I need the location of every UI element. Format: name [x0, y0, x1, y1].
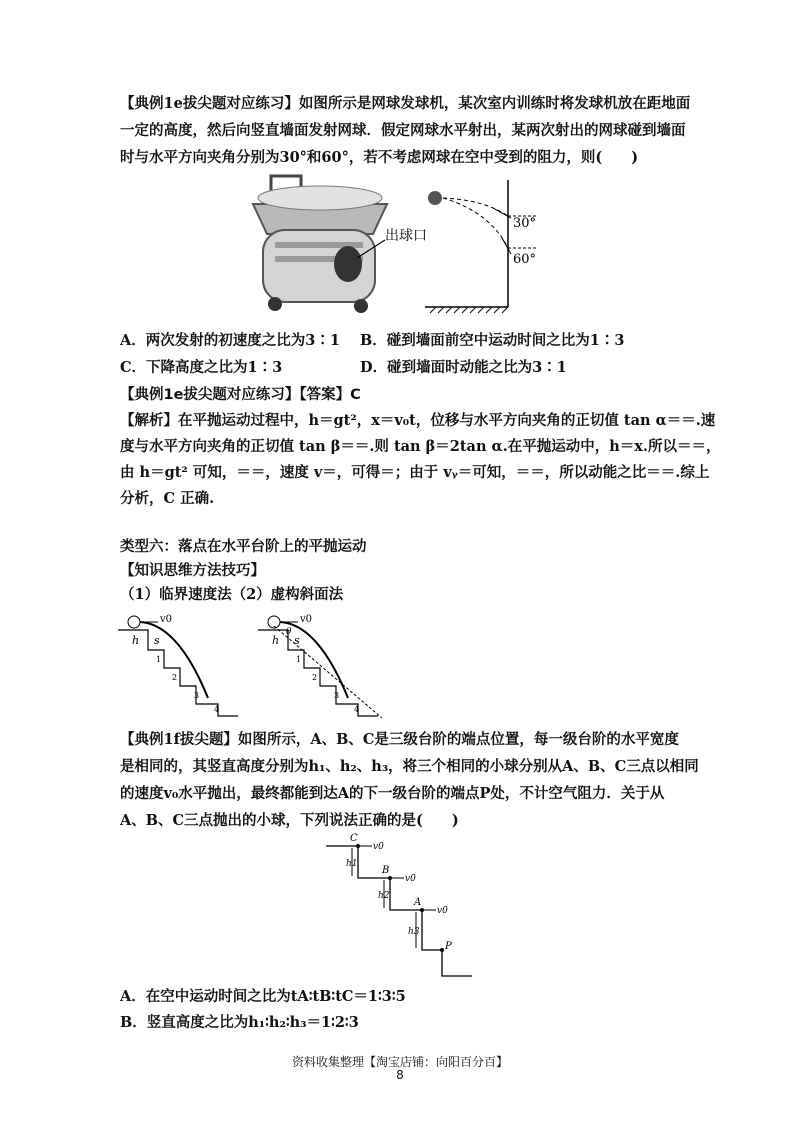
section-methods: （1）临界速度法（2）虚构斜面法 — [120, 586, 344, 603]
s-label-left: s — [154, 634, 160, 647]
q2-option-b: B．竖直高度之比为h₁∶h₂∶h₃＝1∶2∶3 — [120, 1014, 359, 1031]
q1-explanation-line4: 分析，C 正确. — [120, 490, 215, 507]
h1-label: h1 — [346, 859, 358, 869]
step-label-3: 3 — [194, 691, 200, 700]
q1-option-c: C．下降高度之比为1∶3 — [120, 359, 283, 376]
q1-option-b: B．碰到墙面前空中运动时间之比为1∶3 — [360, 332, 625, 349]
section-title: 类型六：落点在水平台阶上的平抛运动 — [120, 539, 367, 555]
q2-stem-line3: 的速度v₀水平抛出，最终都能到达A的下一级台阶的端点P处，不计空气阻力．关于从 — [120, 785, 665, 802]
s-label-right: s — [294, 634, 300, 647]
v0-label-b: v0 — [405, 874, 416, 884]
v0-label-c: v0 — [373, 842, 384, 852]
point-b-label: B — [382, 865, 390, 876]
theta-label: θ — [286, 627, 292, 637]
step-label-2-right: 2 — [312, 673, 318, 682]
h-label-right: h — [272, 634, 280, 647]
q1-explanation-line3: 由 h＝gt² 可知，＝＝，速度 v＝，可得＝；由于 vᵧ＝可知，＝＝，所以动能之比＝＝.综上 — [120, 464, 710, 481]
step-label-4: 4 — [214, 705, 220, 714]
q2-option-a: A．在空中运动时间之比为tA∶tB∶tC＝1∶3∶5 — [120, 988, 406, 1005]
q1-explanation-line2: 度与水平方向夹角的正切值 tan β＝＝.则 tan β＝2tan α.在平抛运动中，h＝x.所以＝＝， — [120, 438, 721, 455]
step-label-3-right: 3 — [334, 691, 340, 700]
h2-label: h2 — [378, 891, 390, 901]
critical-velocity-diagram — [118, 614, 238, 716]
trajectory-diagram — [425, 180, 537, 313]
q1-answer: 【典例1e拔尖题对应练习】【答案】C — [120, 387, 361, 403]
h3-label: h3 — [408, 927, 420, 937]
step-label-1-right: 1 — [296, 655, 302, 664]
virtual-slope-diagram — [258, 614, 382, 718]
v0-label-left: v0 — [160, 614, 173, 625]
point-p-label: P — [445, 941, 452, 952]
steps-figure — [118, 612, 388, 720]
section-subtitle: 【知识思维方法技巧】 — [120, 563, 265, 579]
step-label-1: 1 — [156, 655, 162, 664]
q2-stem-line2: 是相同的，其竖直高度分别为h₁、h₂、h₃，将三个相同的小球分别从A、B、C三点以相同 — [120, 758, 699, 775]
v0-label-right: v0 — [300, 614, 313, 625]
v0-label-a: v0 — [437, 906, 448, 916]
q1-figure — [245, 172, 575, 317]
footer-source: 资料收集整理【淘宝店铺：向阳百分百】 — [291, 1055, 508, 1069]
tennis-machine-image — [253, 176, 387, 313]
q1-explanation-line1: 【解析】在平抛运动过程中，h＝gt²，x＝v₀t，位移与水平方向夹角的正切值 tan α＝＝.速 — [120, 412, 716, 429]
page-number: 8 — [396, 1068, 404, 1082]
outlet-label: 出球口 — [385, 228, 427, 244]
staircase-figure — [326, 828, 476, 980]
angle-60-label: 60° — [513, 252, 537, 267]
q2-stem-line4: A、B、C三点抛出的小球，下列说法正确的是( ) — [120, 812, 459, 829]
q1-stem-line1: 【典例1e拔尖题对应练习】如图所示是网球发球机，某次室内训练时将发球机放在距地面 — [120, 95, 691, 112]
q2-stem-line1: 【典例1f拔尖题】如图所示，A、B、C是三级台阶的端点位置，每一级台阶的水平宽度 — [120, 731, 679, 748]
point-a-label: A — [414, 897, 422, 908]
step-label-4-right: 4 — [354, 705, 360, 714]
angle-30-label: 30° — [513, 216, 537, 231]
q1-option-a: A．两次发射的初速度之比为3∶1 — [120, 332, 340, 349]
q1-option-d: D．碰到墙面时动能之比为3∶1 — [360, 359, 567, 376]
q1-stem-line3: 时与水平方向夹角分别为30°和60°，若不考虑网球在空中受到的阻力，则( ) — [120, 149, 639, 166]
q1-stem-line2: 一定的高度，然后向竖直墙面发射网球．假定网球水平射出，某两次射出的网球碰到墙面 — [120, 122, 686, 139]
point-c-label: C — [350, 833, 358, 844]
step-label-2: 2 — [172, 673, 178, 682]
h-label-left: h — [132, 634, 140, 647]
